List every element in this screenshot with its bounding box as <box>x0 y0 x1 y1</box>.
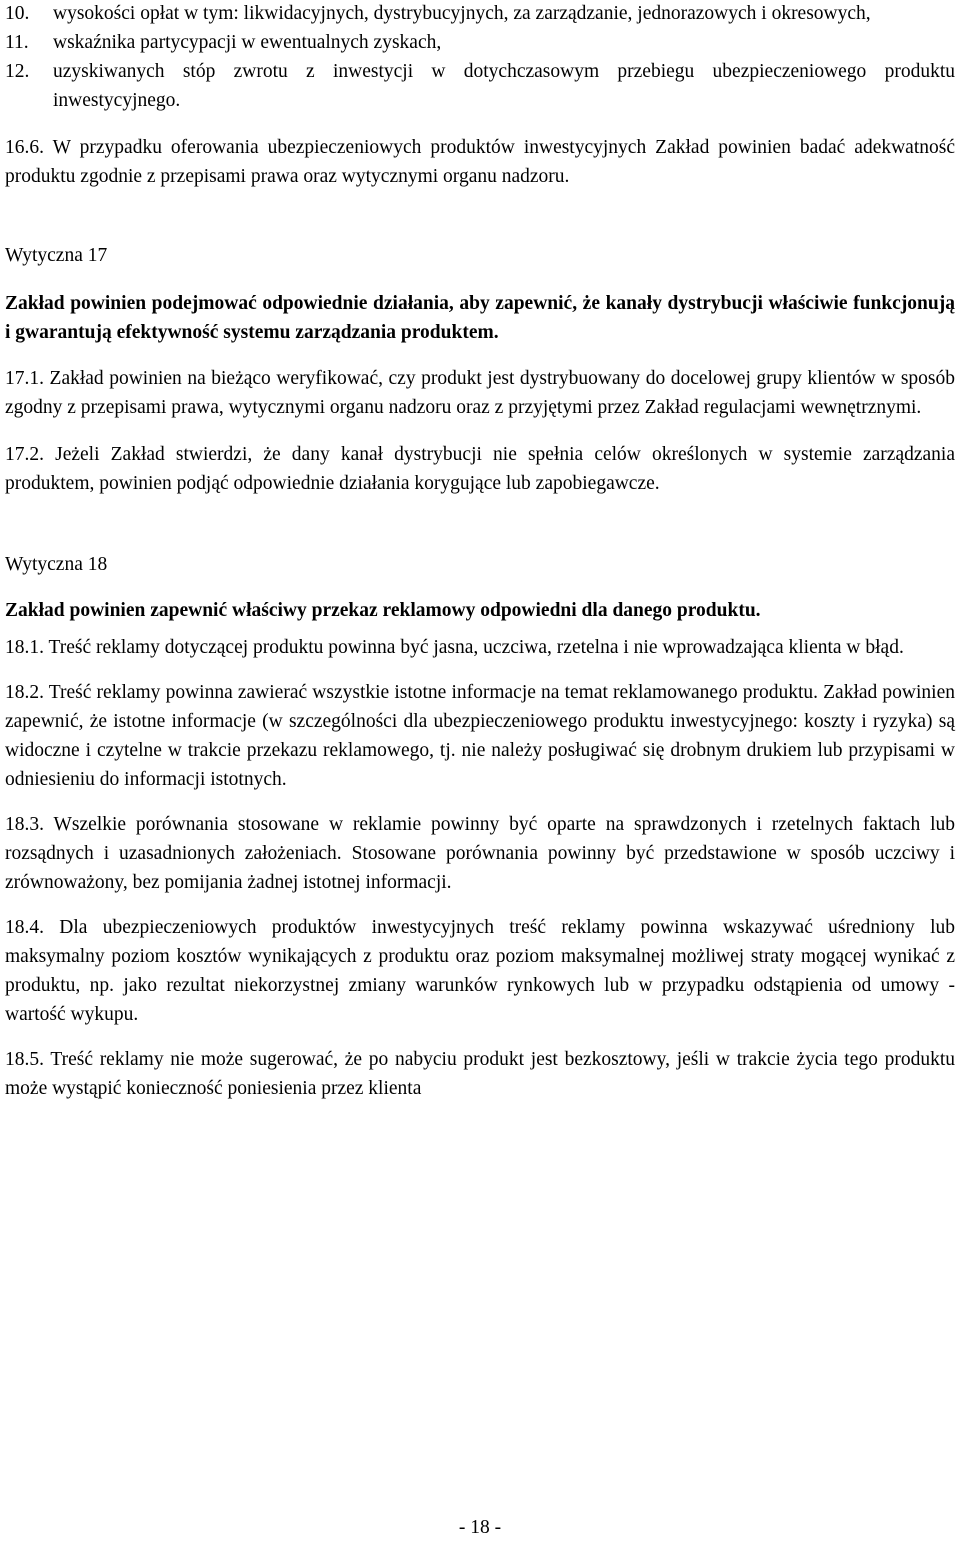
guideline-18-lead: Zakład powinien zapewnić właściwy przekaz reklamowy odpowiedni dla danego produktu. <box>5 600 761 621</box>
list-item-number: 12. <box>5 61 30 82</box>
list-item <box>5 0 955 28</box>
list-item-text: wskaźnika partycypacji w ewentualnych zyskach, <box>53 32 442 53</box>
guideline-18-title: Wytyczna 18 <box>5 554 108 575</box>
list-item-text: uzyskiwanych stóp zwrotu z inwestycji w dotychczasowym przebiegu ubezpieczeniowego produktu inwestycyjnego. <box>53 61 955 111</box>
paragraph-17-1: 17.1. Zakład powinien na bieżąco weryfikować, czy produkt jest dystrybuowany do docelowej grupy klientów w sposób zgodny z przepisami prawa, wytycznymi organu nadzoru oraz z przyjętymi przez Zakład regulacjami wewnętrznymi. <box>5 368 955 418</box>
page-number: - 18 - <box>458 1517 502 1538</box>
guideline-17-lead: Zakład powinien podejmować odpowiednie działania, aby zapewnić, że kanały dystrybucji właściwie funkcjonują i gwarantują efektywność systemu zarządzania produktem. <box>5 293 955 343</box>
list-item-text: wysokości opłat w tym: likwidacyjnych, dystrybucyjnych, za zarządzanie, jednorazowych i okresowych, <box>53 3 871 24</box>
document-page <box>5 0 955 1103</box>
paragraph-18-3: 18.3. Wszelkie porównania stosowane w reklamie powinny być oparte na sprawdzonych i rzetelnych faktach lub rozsądnych i uzasadnionych założeniach. Stosowane porównania powinny być przedstawione w sposób uczciwy i zrównoważony, bez pomijania żadnej istotnej informacji. <box>5 814 955 893</box>
paragraph-18-1: 18.1. Treść reklamy dotyczącej produktu powinna być jasna, uczciwa, rzetelna i nie wprowadzająca klienta w błąd. <box>5 637 904 658</box>
guideline-17-title: Wytyczna 17 <box>5 245 108 266</box>
list-item-number: 11. <box>5 32 29 53</box>
paragraph-18-5: 18.5. Treść reklamy nie może sugerować, że po nabyciu produkt jest bezkosztowy, jeśli w trakcie życia tego produktu może wystąpić konieczność poniesienia przez klienta <box>5 1049 955 1099</box>
paragraph-18-2: 18.2. Treść reklamy powinna zawierać wszystkie istotne informacje na temat reklamowanego produktu. Zakład powinien zapewnić, że istotne informacje (w szczególności dla ubezpieczeniowego produktu inwestycyjnego: koszty i ryzyka) są widoczne i czytelne w trakcie przekazu reklamowego, tj. nie należy posługiwać się drobnym drukiem lub przypisami w odniesieniu do informacji istotnych. <box>5 682 955 790</box>
numbered-list <box>5 0 955 115</box>
list-item <box>5 57 955 115</box>
paragraph-16-6: 16.6. W przypadku oferowania ubezpieczeniowych produktów inwestycyjnych Zakład powinien badać adekwatność produktu zgodnie z przepisami prawa oraz wytycznymi organu nadzoru. <box>5 137 955 187</box>
list-item-number: 10. <box>5 3 30 24</box>
paragraph-18-4: 18.4. Dla ubezpieczeniowych produktów inwestycyjnych treść reklamy powinna wskazywać uśredniony lub maksymalny poziom kosztów wynikających z produktu oraz poziom maksymalnej możliwej straty mogącej wynikać z produktu, np. jako rezultat niekorzystnej zmiany warunków rynkowych lub w przypadku odstąpienia od umowy - wartość wykupu. <box>5 917 955 1025</box>
paragraph-17-2: 17.2. Jeżeli Zakład stwierdzi, że dany kanał dystrybucji nie spełnia celów określonych w systemie zarządzania produktem, powinien podjąć odpowiednie działania korygujące lub zapobiegawcze. <box>5 444 955 494</box>
list-item <box>5 28 955 57</box>
